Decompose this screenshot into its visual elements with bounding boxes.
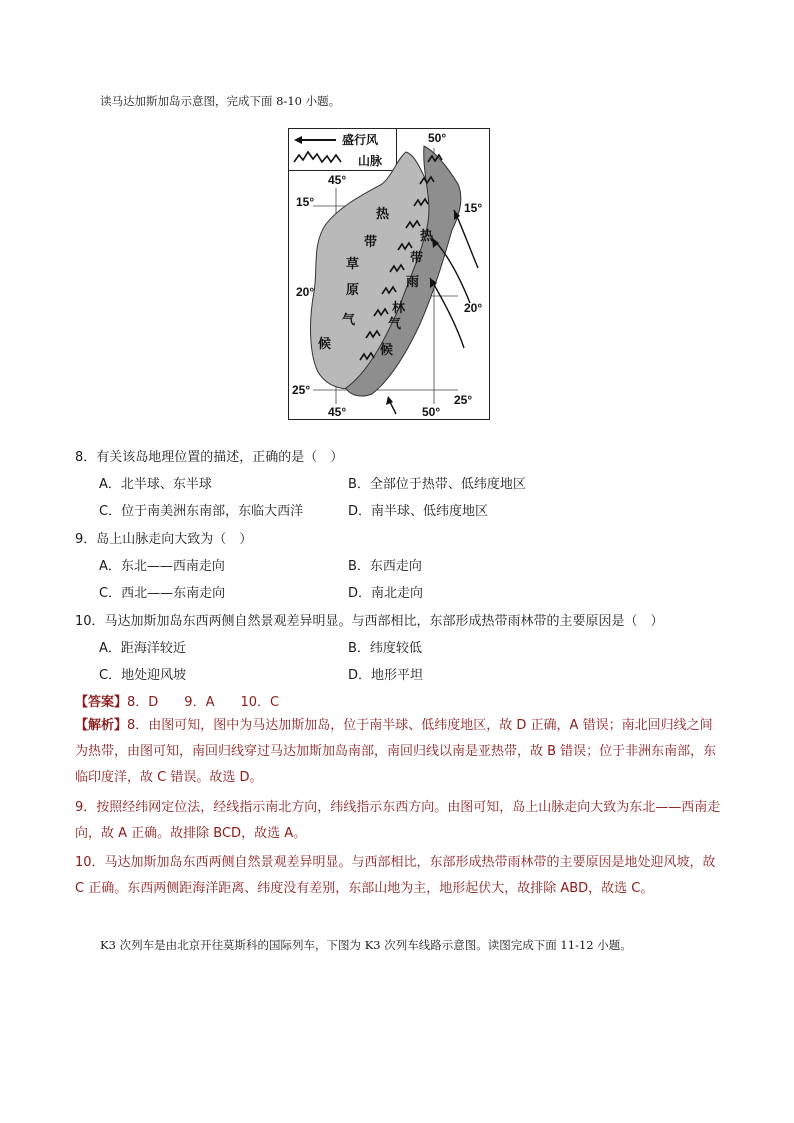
q9-option-d: D．南北走向 xyxy=(348,586,424,601)
q9-option-c: C．西北——东南走向 xyxy=(99,586,226,601)
svg-text:20°: 20° xyxy=(464,301,483,315)
q8-option-d: D．南半球、低纬度地区 xyxy=(348,504,489,519)
q9-option-a: A．东北——西南走向 xyxy=(99,559,225,574)
q10-option-c: C．地处迎风坡 xyxy=(99,668,187,683)
svg-text:25°: 25° xyxy=(292,383,311,397)
svg-text:25°: 25° xyxy=(454,393,473,407)
question-10: 10．马达加斯加岛东西两侧自然景观差异明显。与西部相比，东部形成热带雨林带的主要原因是（ ） xyxy=(75,614,664,629)
svg-text:热: 热 xyxy=(376,207,390,222)
analysis-8-text: 8．由图可知，图中为马达加斯加岛，位于南半球、低纬度地区，故 D 正确，A 错误；南北回归线之间为热带，由图可知，南回归线穿过马达加斯加岛南部，南回归线以南是亚热带，故 B 错误；位于非洲东南部，东临印度洋，故 C 错误。故选 D。 xyxy=(75,718,717,785)
q10-option-a: A．距海洋较近 xyxy=(99,641,186,656)
q8-option-b: B．全部位于热带、低纬度地区 xyxy=(348,477,526,492)
svg-text:15°: 15° xyxy=(464,201,483,215)
svg-text:山脉: 山脉 xyxy=(358,154,383,168)
analysis-10: 10．马达加斯加岛东西两侧自然景观差异明显。与西部相比，东部形成热带雨林带的主要原因是地处迎风坡，故 C 正确。东西两侧距海洋距离、纬度没有差别，东部山地为主，地形起伏大，故排除 ABD，故选 C。 xyxy=(75,855,716,896)
map-legend xyxy=(289,129,397,171)
svg-text:热: 热 xyxy=(420,229,434,244)
question-9: 9．岛上山脉走向大致为（ ） xyxy=(75,532,253,547)
analysis-9: 9．按照经纬网定位法，经线指示南北方向，纬线指示东西方向。由图可知，岛上山脉走向大致为东北——西南走向，故 A 正确。故排除 BCD，故选 A。 xyxy=(75,800,721,841)
q8-option-a: A．北半球、东半球 xyxy=(99,477,212,492)
svg-text:45°: 45° xyxy=(328,173,347,187)
next-intro-text: K3 次列车是由北京开往莫斯科的国际列车，下图为 K3 次列车线路示意图。读图完成下面 11-12 小题。 xyxy=(100,938,632,952)
answer-line xyxy=(75,691,279,710)
svg-text:气: 气 xyxy=(388,317,402,332)
q9-option-b: B．东西走向 xyxy=(348,559,422,574)
svg-text:盛行风: 盛行风 xyxy=(342,133,379,147)
svg-text:林: 林 xyxy=(392,301,406,316)
svg-text:候: 候 xyxy=(380,343,394,358)
svg-text:原: 原 xyxy=(346,283,360,298)
svg-text:15°: 15° xyxy=(296,195,315,209)
analysis-tag: 【解析】 xyxy=(75,718,128,733)
intro-text: 读马达加斯加岛示意图，完成下面 8-10 小题。 xyxy=(100,94,341,108)
svg-text:带: 带 xyxy=(364,235,378,250)
svg-text:草: 草 xyxy=(346,257,360,272)
svg-text:带: 带 xyxy=(410,251,424,266)
svg-text:45°: 45° xyxy=(328,405,347,419)
q8-option-c: C．位于南美洲东南部，东临大西洋 xyxy=(99,504,304,519)
answer-tag: 【答案】 xyxy=(75,695,128,710)
svg-text:20°: 20° xyxy=(296,285,315,299)
madagascar-map xyxy=(288,128,490,420)
svg-text:50°: 50° xyxy=(428,131,447,145)
question-8: 8．有关该岛地理位置的描述，正确的是（ ） xyxy=(75,450,344,465)
answer-text: 8．D 9．A 10．C xyxy=(127,695,280,710)
svg-text:50°: 50° xyxy=(422,405,441,419)
analysis-8 xyxy=(75,713,725,791)
svg-text:雨: 雨 xyxy=(406,275,420,290)
svg-text:气: 气 xyxy=(342,313,356,328)
q10-option-b: B．纬度较低 xyxy=(348,641,422,656)
q10-option-d: D．地形平坦 xyxy=(348,668,424,683)
svg-text:候: 候 xyxy=(318,337,332,352)
